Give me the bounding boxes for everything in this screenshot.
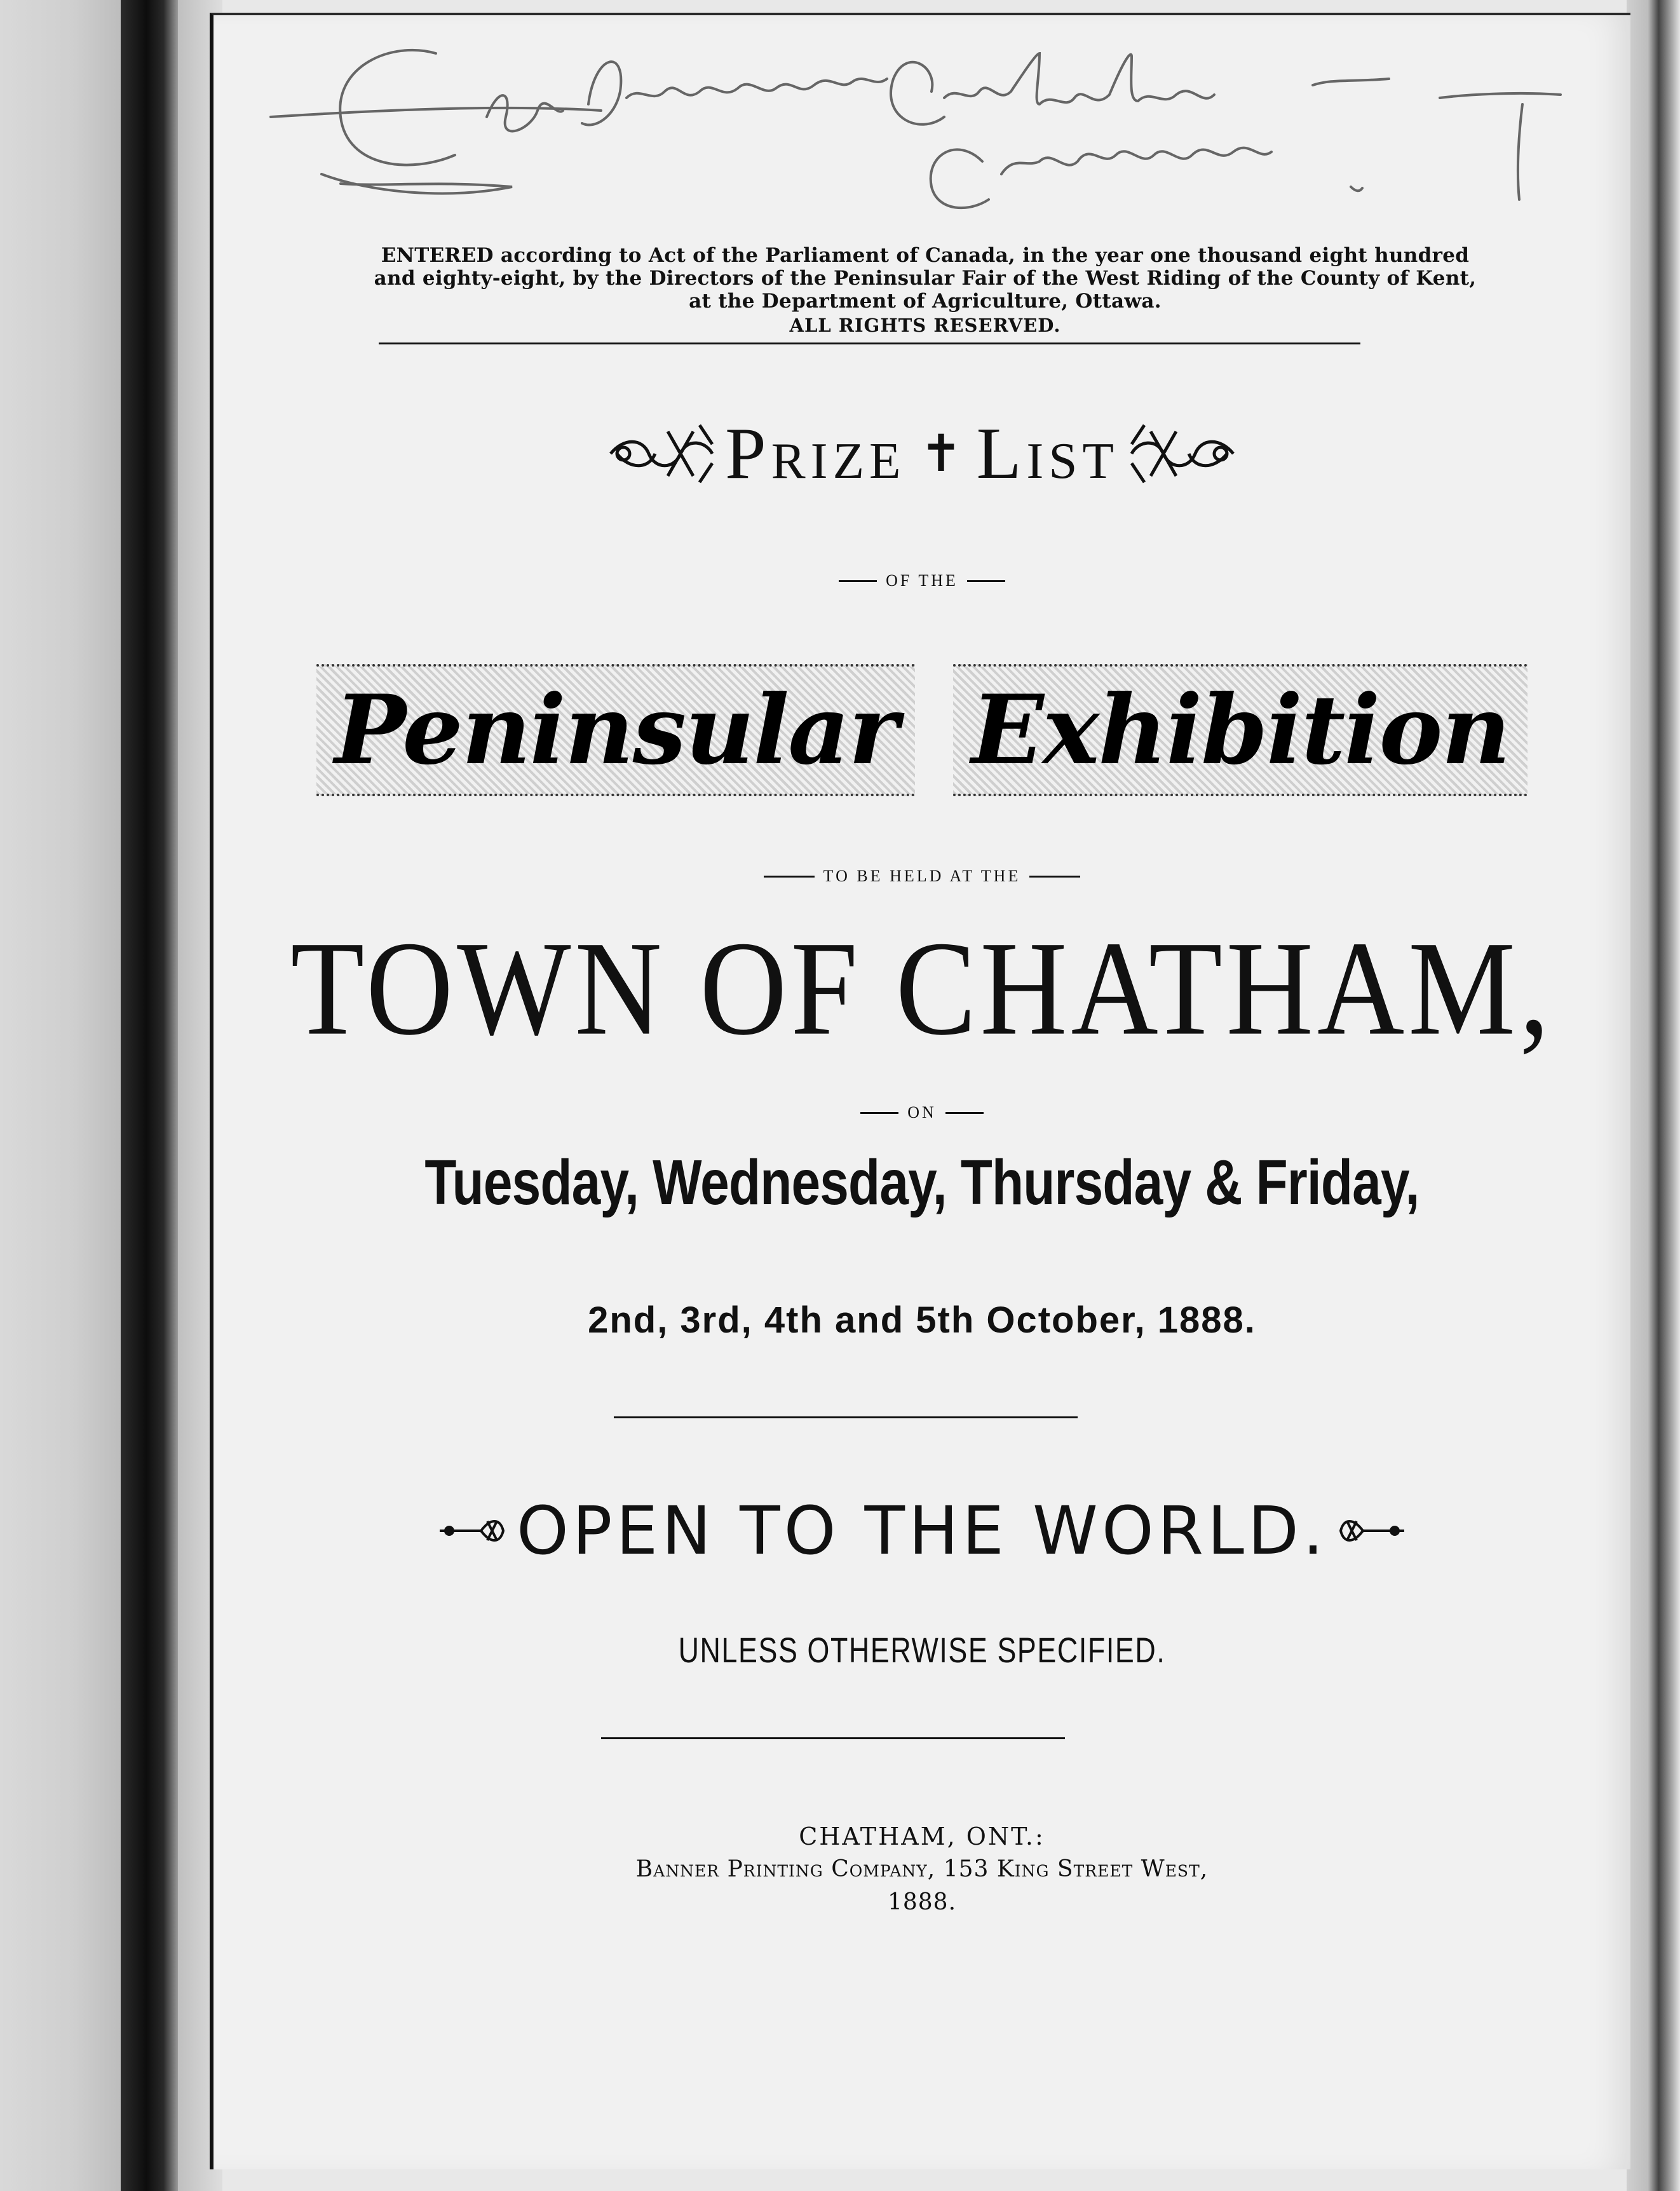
fleuron-left-icon [437,1512,506,1550]
lower-rule [601,1737,1065,1739]
held-at-separator [213,867,1630,886]
separator-dash [860,1112,898,1114]
open-to-the-world-text: OPEN TO THE WORLD. [516,1492,1328,1570]
title-word-list: List [976,412,1119,494]
top-rule [379,343,1360,344]
middle-rule [614,1416,1078,1418]
scroll-ornament-left-icon [604,419,719,489]
scroll-ornament-right-icon [1125,419,1240,489]
page-edge-right [1627,0,1680,2191]
copyright-notice [372,244,1478,337]
on-separator [213,1103,1630,1122]
separator-dash [764,876,815,878]
book-spine-left [0,0,121,2191]
all-rights-reserved: ALL RIGHTS RESERVED. [789,315,1061,336]
handwritten-annotation [245,28,1611,219]
exhibition-dates: 2nd, 3rd, 4th and 5th October, 1888. [588,1299,1256,1341]
separator-dash [967,580,1005,582]
held-at-text: TO BE HELD AT THE [823,867,1021,885]
imprint-printer: Banner Printing Company, 153 King Street West, [635,1856,1209,1882]
exhibition-days: Tuesday, Wednesday, Thursday & Friday, [424,1147,1419,1218]
exhibition-word-peninsular: Peninsular [316,664,915,796]
exhibition-name [213,663,1630,797]
prize-list-title [213,403,1630,505]
separator-dash [945,1112,984,1114]
of-the-text: OF THE [886,571,958,590]
title-word-prize: Prize [725,412,906,494]
fleuron-right-icon [1338,1512,1407,1550]
imprint-year: 1888. [887,1889,957,1915]
book-spine-shadow [121,0,178,2191]
imprint-city: CHATHAM, ONT.: [799,1822,1045,1850]
separator-dash [1029,876,1080,878]
open-to-the-world [213,1483,1630,1578]
printer-imprint [213,1820,1630,1919]
exhibition-word-exhibition: Exhibition [953,664,1527,796]
copyright-text: ENTERED according to Act of the Parliament of Canada, in the year one thousand eight hundred and eighty-eight, by the Directors of the Peninsular Fair of the West Riding of the County of Kent, at the Department of Agriculture, Ottawa. [374,244,1477,313]
unless-otherwise-specified: UNLESS OTHERWISE SPECIFIED. [678,1630,1166,1670]
cross-ornament-icon: ✝ [919,426,963,482]
of-the-separator [213,571,1630,590]
handwriting-signature [245,28,1611,219]
title-page [210,13,1630,2169]
town-of-chatham: TOWN OF CHATHAM, [290,914,1554,1064]
on-text: ON [907,1103,937,1122]
separator-dash [839,580,877,582]
